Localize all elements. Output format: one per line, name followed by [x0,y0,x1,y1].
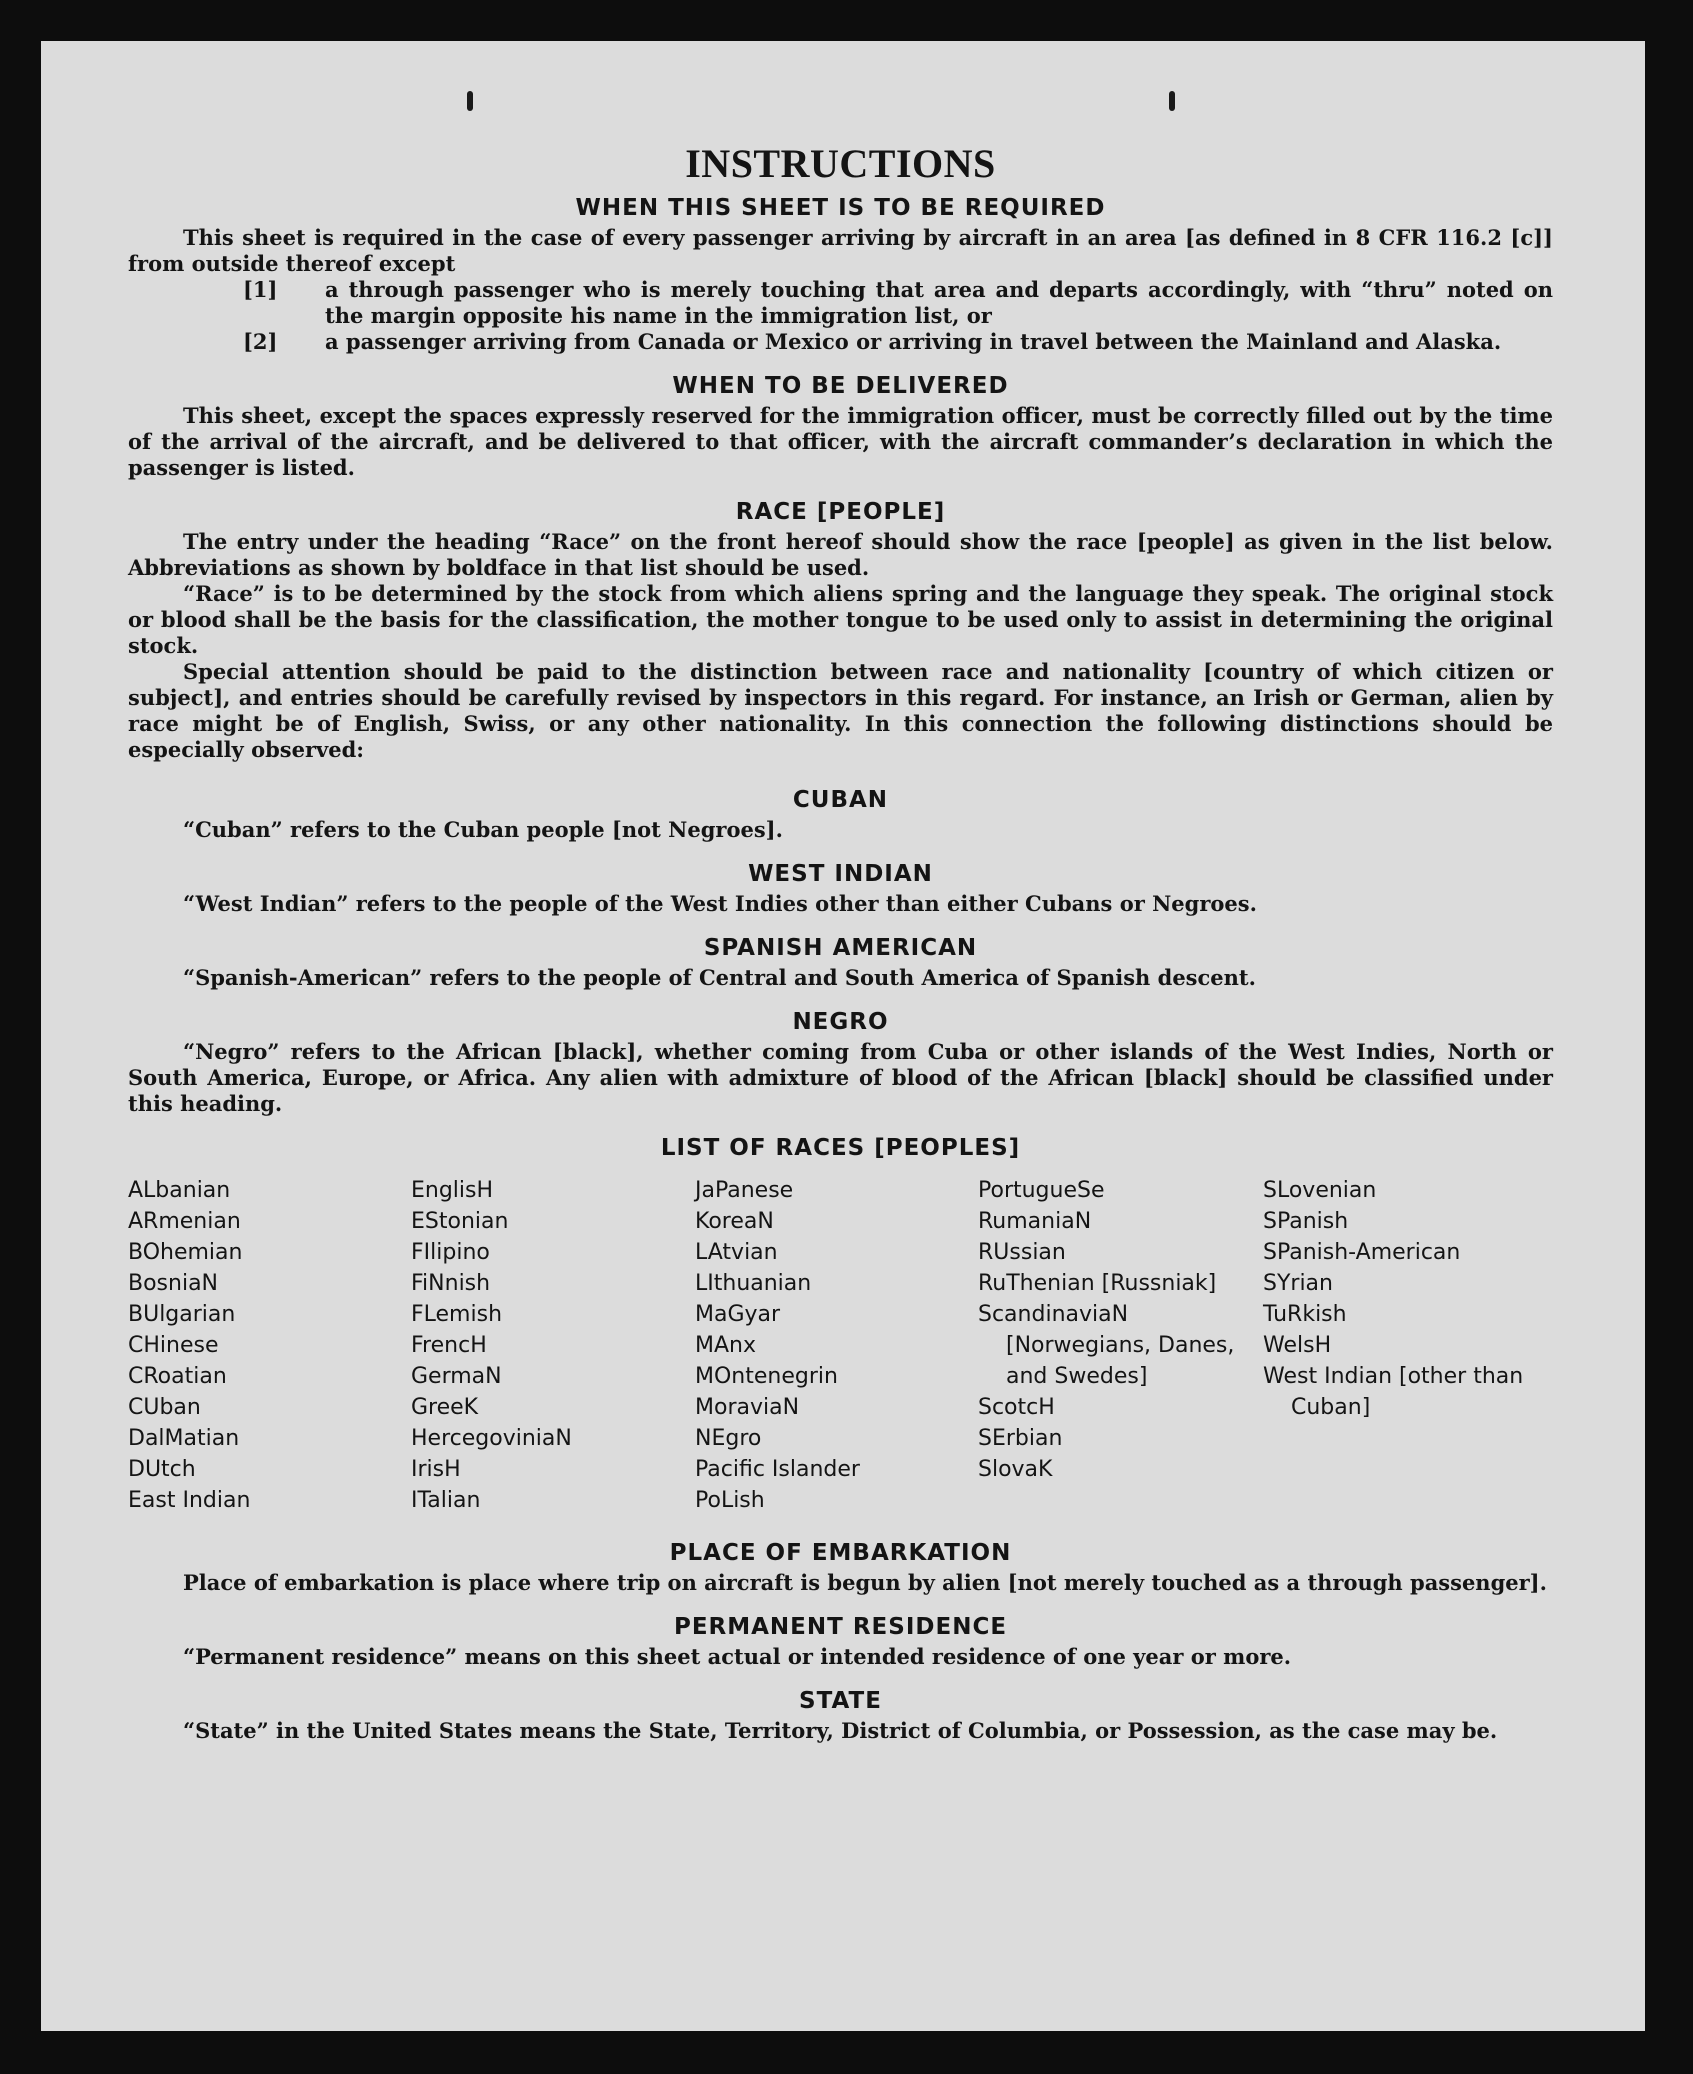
race-item: BUlgarian [128,1302,236,1327]
race-item: SlovaK [978,1457,1053,1482]
west-indian-text: “West Indian” refers to the people of the West Indies other than either Cubans or Negroes. [183,891,1257,916]
race-column [695,1175,978,1516]
heading-race: RACE [PEOPLE] [735,499,946,525]
race-paragraph: Special attention should be paid to the distinction between race and nationality [country of which citizen or subject], and entries should be carefully revised by inspectors in this regard. For instance, an Irish or German, alien by race might be of English, Swiss, or any other nationality. In this connection the following distinctions should be especially observed: [128,659,1553,762]
race-item: GermaN [411,1364,502,1389]
race-item: SErbian [978,1426,1063,1451]
race-item: FiNnish [411,1271,491,1296]
exception-text: a through passenger who is merely touching that area and departs accordingly, with “thru” noted on the margin opposite his name in the immigration list, or [325,277,1553,328]
race-item: NEgro [695,1426,762,1451]
exception-item [128,277,1553,329]
race-item: West Indian [other than Cuban] [1263,1364,1524,1420]
race-item: ITalian [411,1488,481,1513]
race-column [1263,1175,1553,1516]
punch-hole-right [1169,91,1175,111]
race-item: CUban [128,1395,201,1420]
race-item: SPanish [1263,1209,1349,1234]
race-item: EStonian [411,1209,509,1234]
race-item: SLovenian [1263,1178,1377,1203]
race-item: LAtvian [695,1240,778,1265]
exception-text: a passenger arriving from Canada or Mexico or arriving in travel between the Mainland and Alaska. [325,329,1502,354]
instructions-content [128,141,1553,1744]
spanish-american-text: “Spanish-American” refers to the people of Central and South America of Spanish descent. [183,965,1256,990]
exception-list [128,277,1553,355]
race-item: CRoatian [128,1364,227,1389]
race-item: PoLish [695,1488,765,1513]
race-item: FIlipino [411,1240,490,1265]
embarkation-text: Place of embarkation is place where trip on aircraft is begun by alien [not merely touched as a through passenger]. [183,1570,1547,1595]
race-item: HercegoviniaN [411,1426,572,1451]
race-column [411,1175,695,1516]
heading-when-required: WHEN THIS SHEET IS TO BE REQUIRED [575,195,1106,221]
race-item: MaGyar [695,1302,781,1327]
heading-spanish-american: SPANISH AMERICAN [703,935,978,961]
race-item: BosniaN [128,1271,219,1296]
race-item: IrisH [411,1457,461,1482]
heading-list-of-races: LIST OF RACES [PEOPLES] [660,1135,1021,1161]
race-item: ARmenian [128,1209,241,1234]
race-item: East Indian [128,1488,251,1513]
race-item: CHinese [128,1333,219,1358]
punch-hole-left [467,91,473,111]
race-item: RUssian [978,1240,1066,1265]
race-item: WelsH [1263,1333,1332,1358]
exception-item [128,329,1553,355]
negro-text: “Negro” refers to the African [black], whether coming from Cuba or other islands of the West Indies, North or South America, Europe, or Africa. Any alien with admixture of blood of the African [black] should be classified under this heading. [128,1039,1553,1116]
race-paragraph: “Race” is to be determined by the stock from which aliens spring and the language they speak. The original stock or blood shall be the basis for the classification, the mother tongue to be used only to assist in determining the original stock. [128,581,1553,658]
race-item: EnglisH [411,1178,494,1203]
race-item: PortugueSe [978,1178,1105,1203]
race-item: ALbanian [128,1178,231,1203]
heading-state: STATE [799,1688,882,1714]
heading-when-delivered: WHEN TO BE DELIVERED [672,373,1009,399]
delivered-text: This sheet, except the spaces expressly reserved for the immigration officer, must be correctly filled out by the time of the arrival of the aircraft, and be delivered to that officer, with the aircraft commander’s declaration in which the passenger is listed. [128,403,1553,480]
page-title: INSTRUCTIONS [685,141,996,186]
cuban-text: “Cuban” refers to the Cuban people [not Negroes]. [183,817,783,842]
heading-permanent-residence: PERMANENT RESIDENCE [673,1614,1008,1640]
race-item: TuRkish [1263,1302,1347,1327]
race-paragraph: The entry under the heading “Race” on the front hereof should show the race [people] as given in the list below. Abbreviations as shown by boldface in that list should be used. [128,529,1553,580]
race-item: MoraviaN [695,1395,800,1420]
residence-text: “Permanent residence” means on this sheet actual or intended residence of one year or more. [183,1644,1292,1669]
race-item: DalMatian [128,1426,240,1451]
heading-place-of-embarkation: PLACE OF EMBARKATION [669,1540,1012,1566]
race-item: FrencH [411,1333,487,1358]
race-item: RumaniaN [978,1209,1092,1234]
race-item: SYrian [1263,1271,1333,1296]
race-item: ScotcH [978,1395,1055,1420]
race-item: FLemish [411,1302,503,1327]
race-item: BOhemian [128,1240,243,1265]
race-column [978,1175,1263,1516]
required-intro: This sheet is required in the case of every passenger arriving by aircraft in an area [as defined in 8 CFR 116.2 [c]] from outside thereof except [128,225,1553,276]
race-item: GreeK [411,1395,479,1420]
race-item: JaPanese [695,1178,794,1203]
race-item: MAnx [695,1333,756,1358]
exception-number: [1] [243,277,278,302]
race-item: SPanish-American [1263,1240,1461,1265]
race-column [128,1175,411,1516]
state-text: “State” in the United States means the State, Territory, District of Columbia, or Possession, as the case may be. [183,1718,1498,1743]
document-page [41,41,1645,2031]
heading-negro: NEGRO [792,1009,889,1035]
race-item: LIthuanian [695,1271,812,1296]
race-item: DUtch [128,1457,196,1482]
race-list [128,1175,1553,1516]
exception-number: [2] [243,329,278,354]
race-item: KoreaN [695,1209,774,1234]
race-item: ScandinaviaN [Norwegians, Danes, and Swedes] [978,1302,1235,1389]
heading-cuban: CUBAN [792,787,889,813]
race-item: RuThenian [Russniak] [978,1271,1217,1296]
race-item: MOntenegrin [695,1364,838,1389]
heading-west-indian: WEST INDIAN [748,861,933,887]
race-item: Pacific Islander [695,1457,860,1482]
